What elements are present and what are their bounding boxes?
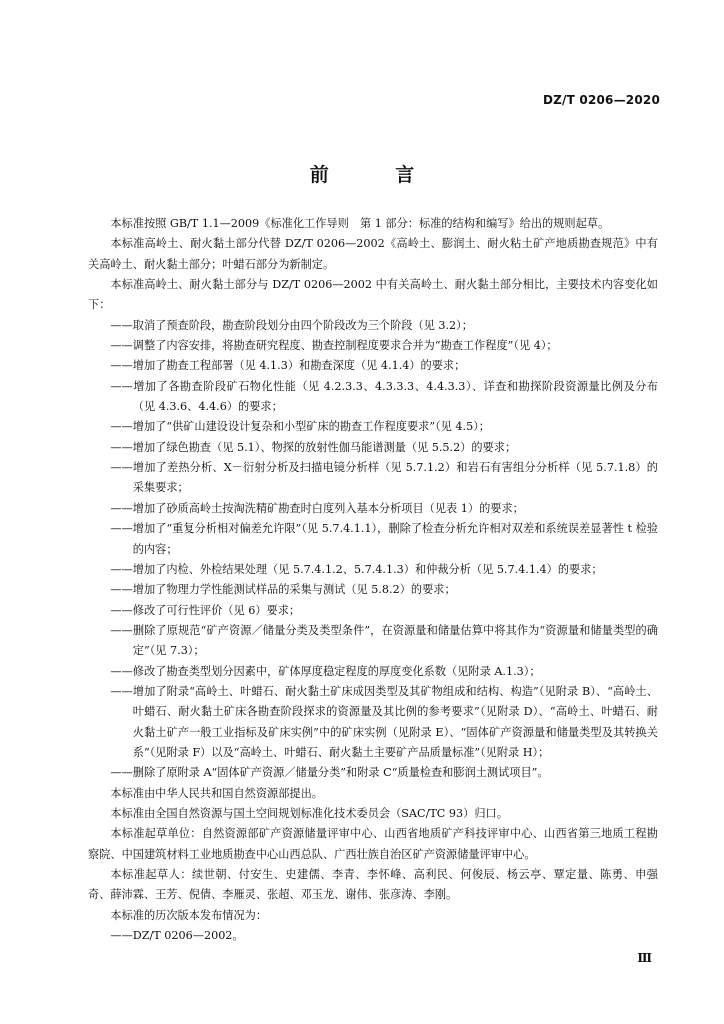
paragraph-proposer: 本标准由中华人民共和国自然资源部提出。 (110, 786, 323, 800)
change-item: ——删除了原规范“矿产资源／储量分类及类型条件”，在资源量和储量估算中将其作为“资源量和储量类型的确定”（见 7.3）； (110, 623, 658, 658)
change-item: ——取消了预查阶段，勘查阶段划分由四个阶段改为三个阶段（见 3.2）； (110, 318, 473, 332)
change-item: ——增加了“供矿山建设设计复杂和小型矿床的勘查工作程度要求”（见 4.5）； (110, 420, 490, 434)
change-item: ——增加了“重复分析相对偏差允许限”（见 5.7.4.1.1），删除了检查分析允许相对双差和系统误差显著性 t 检验的内容； (110, 522, 658, 556)
page-title: 前 言 (309, 164, 445, 186)
paragraph-drafting-units: 本标准起草单位：自然资源部矿产资源储量评审中心、山西省地质矿产科技评审中心、山西省第三地质工程勘察院、中国建筑材料工业地质勘查中心山西总队、广西壮族自治区矿产资源储量评审中心。 (88, 827, 658, 861)
paragraph-history-intro: 本标准的历次版本发布情况为： (110, 908, 268, 922)
change-item: ——增加了各勘查阶段矿石物化性能（见 4.2.3.3、4.3.3.3、4.4.3.3）、详查和勘探阶段资源量比例及分布（见 4.3.6、4.4.6）的要求； (110, 379, 658, 414)
paragraph-drafters: 本标准起草人：续世朝、付安生、史建儒、李青、李怀峰、高利民、何俊辰、杨云亭、覃定量、陈勇、申强奇、薛沛霖、王芳、倪倩、李雁灵、张超、邓玉龙、谢伟、张彦涛、李刚。 (88, 868, 658, 902)
change-item: ——修改了可行性评价（见 6）要求； (110, 603, 301, 617)
change-item: ——增加了附录“高岭土、叶蜡石、耐火黏土矿床成因类型及其矿物组成和结构、构造”（见附录 B）、“高岭土、叶蜡石、耐火黏土矿床各勘查阶段探求的资源量及其比例的参考要求”（见附录 D）、“高岭土、叶蜡石、耐火黏土矿产一般工业指标及矿床实例”中的矿床实例（见附录 E）、“固体矿产资源量和储量类型及其转换关系”（见附录 F）以及“高岭土、叶蜡石、耐火黏土主要矿产品质量标准”（见附录 H）； (110, 684, 658, 759)
change-item: ——增加了差热分析、X－衍射分析及扫描电镜分析样（见 5.7.1.2）和岩石有害组分分析样（见 5.7.1.8）的采集要求； (110, 461, 658, 495)
change-item: ——删除了原附录 A“固体矿产资源／储量分类”和附录 C“质量检查和膨润土测试项目”。 (110, 766, 549, 780)
change-item: ——增加了内检、外检结果处理（见 5.7.4.1.2、5.7.4.1.3）和仲裁分析（见 5.7.4.1.4）的要求； (110, 562, 603, 576)
paragraph-replacement: 本标准高岭土、耐火黏土部分代替 DZ/T 0206—2002《高岭土、膨润土、耐火粘土矿产地质勘查规范》中有关高岭土、耐火黏土部分；叶蜡石部分为新制定。 (88, 237, 658, 271)
standard-code: DZ/T 0206—2020 (542, 93, 660, 107)
paragraph-changes-intro: 本标准高岭土、耐火黏土部分与 DZ/T 0206—2002 中有关高岭土、耐火黏土部分相比，主要技术内容变化如下： (88, 278, 658, 312)
change-item: ——修改了勘查类型划分因素中，矿体厚度稳定程度的厚度变化系数（见附录 A.1.3）； (110, 664, 541, 678)
change-item: ——增加了物理力学性能测试样品的采集与测试（见 5.8.2）的要求； (110, 583, 456, 597)
page-number: Ⅲ (637, 951, 652, 965)
change-item: ——增加了绿色勘查（见 5.1）、物探的放射性伽马能谱测量（见 5.5.2）的要求； (110, 440, 517, 454)
change-item: ——增加了勘查工程部署（见 4.1.3）和勘查深度（见 4.1.4）的要求； (110, 359, 466, 373)
paragraph-drafting-rules: 本标准按照 GB/T 1.1—2009《标准化工作导则 第 1 部分：标准的结构和编写》给出的规则起草。 (110, 217, 610, 230)
history-item: ——DZ/T 0206—2002。 (110, 929, 244, 943)
foreword-body (88, 214, 658, 946)
paragraph-committee: 本标准由全国自然资源与国土空间规划标准化技术委员会（SAC/TC 93）归口。 (110, 806, 508, 820)
change-item: ——调整了内容安排，将勘查研究程度、勘查控制程度要求合并为“勘查工作程度”（见 4）； (110, 339, 558, 353)
change-item: ——增加了砂质高岭土按淘洗精矿勘查时白度列入基本分析项目（见表 1）的要求； (110, 501, 524, 515)
